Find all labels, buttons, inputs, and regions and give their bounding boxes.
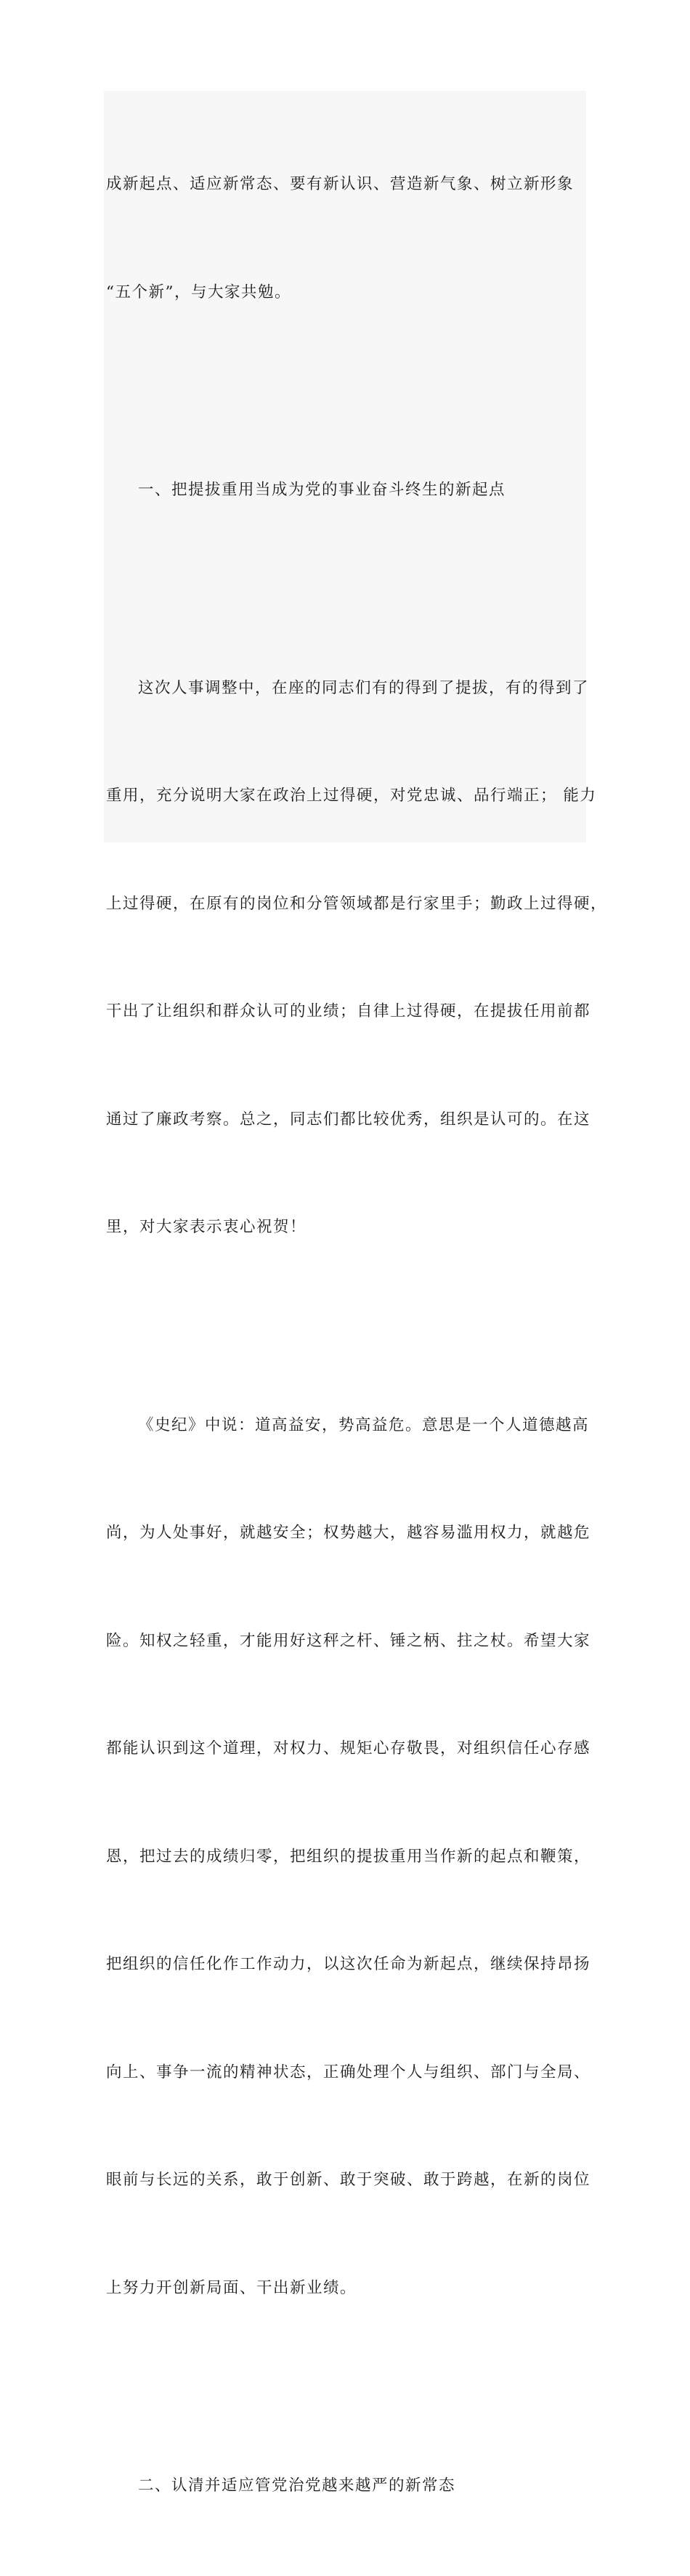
text-line: 上过得硬，在原有的岗位和分管领域都是行家里手；勤政上过得硬， bbox=[106, 894, 608, 913]
text-line: “五个新”，与大家共勉。 bbox=[106, 283, 291, 301]
text-line: 都能认识到这个道理，对权力、规矩心存敬畏，对组织信任心存感 bbox=[106, 1739, 591, 1758]
text-line: 干出了让组织和群众认可的业绩；自律上过得硬，在提拔任用前都 bbox=[106, 1002, 591, 1020]
text-line: 重用，充分说明大家在政治上过得硬，对党忠诚、品行端正； 能力 bbox=[106, 787, 597, 805]
heading-text: 二、认清并适应管党治党越来越严的新常态 bbox=[138, 2477, 456, 2495]
document-body bbox=[106, 94, 608, 2576]
paragraph-gap bbox=[106, 1317, 580, 1336]
text-line: 眼前与长远的关系，敢于创新、敢于突破、敢于跨越，在新的岗位 bbox=[106, 2171, 591, 2189]
text-line: 这次人事调整中，在座的同志们有的得到了提拔，有的得到了 bbox=[138, 678, 590, 697]
text-line: 《史纪》中说：道高益安，势高益危。意思是一个人道德越高 bbox=[138, 1415, 590, 1434]
text-line: 上努力开创新局面、干出新业绩。 bbox=[106, 2278, 357, 2297]
section-heading-2 bbox=[106, 2396, 580, 2576]
text-line: 里，对大家表示衷心祝贺！ bbox=[106, 1218, 307, 1236]
text-line: 把组织的信任化作工作动力，以这次任命为新起点，继续保持昂扬 bbox=[106, 1955, 591, 1973]
body-paragraph-1 bbox=[106, 598, 608, 1317]
text-line: 恩，把过去的成绩归零，把组织的提拔重用当作新的起点和鞭策， bbox=[106, 1847, 591, 1866]
text-line: 成新起点、适应新常态、要有新认识、营造新气象、树立新形象 bbox=[106, 175, 575, 193]
body-paragraph-2 bbox=[106, 1336, 591, 2378]
text-line: 向上、事争一流的精神状态，正确处理个人与组织、部门与全局、 bbox=[106, 2063, 591, 2081]
paragraph-gap bbox=[106, 382, 580, 400]
section-heading-1 bbox=[106, 400, 580, 580]
paragraph-gap bbox=[106, 580, 580, 598]
intro-paragraph bbox=[106, 94, 580, 382]
text-line: 险。知权之轻重，才能用好这秤之杆、锤之柄、拄之杖。希望大家 bbox=[106, 1631, 591, 1650]
paragraph-gap bbox=[106, 2378, 580, 2396]
text-line: 尚，为人处事好，就越安全；权势越大，越容易滥用权力，就越危 bbox=[106, 1524, 591, 1542]
heading-text: 一、把提拔重用当成为党的事业奋斗终生的新起点 bbox=[138, 481, 506, 499]
text-line: 通过了廉政考察。总之，同志们都比较优秀，组织是认可的。在这 bbox=[106, 1110, 591, 1129]
